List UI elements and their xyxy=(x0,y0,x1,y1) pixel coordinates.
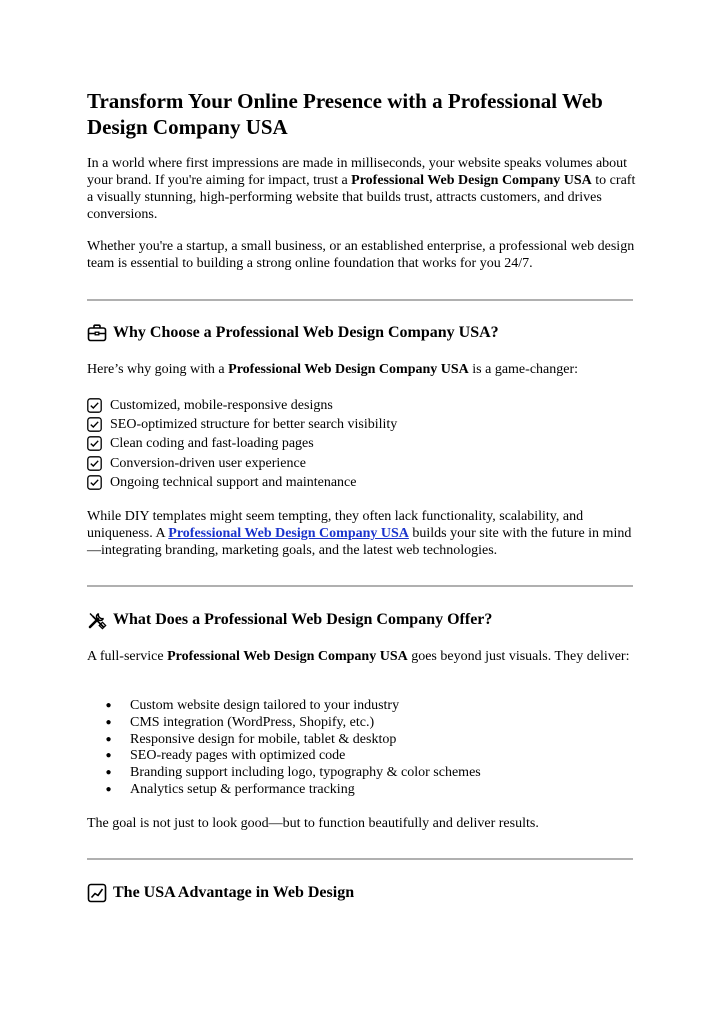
section-heading-text: The USA Advantage in Web Design xyxy=(113,884,355,901)
list-item xyxy=(87,781,481,798)
section2-lead xyxy=(87,648,637,665)
section-heading-text: Why Choose a Professional Web Design Company USA? xyxy=(113,324,499,341)
professional-web-design-link[interactable]: Professional Web Design Company USA xyxy=(168,526,409,541)
intro-bold-text: Professional Web Design Company USA xyxy=(351,173,592,188)
page-title: Transform Your Online Presence with a Professional Web Design Company USA xyxy=(87,89,603,139)
section1-closing xyxy=(87,508,637,559)
bullet-icon: ● xyxy=(105,733,112,745)
checklist-item xyxy=(87,473,397,492)
lead-text: Here’s why going with a xyxy=(87,362,229,377)
checklist-item xyxy=(87,396,397,415)
closing-text: While DIY templates might seem tempting, they often lack functionality, scalability, and uniqueness. A xyxy=(87,509,584,541)
checkbox-checked-icon xyxy=(87,417,102,432)
section-divider xyxy=(87,858,633,860)
list-item xyxy=(87,764,481,781)
list-item xyxy=(87,697,481,714)
list-item-text: Analytics setup & performance tracking xyxy=(130,781,355,797)
bullet-icon: ● xyxy=(105,750,112,762)
section-heading-usa-advantage xyxy=(87,883,354,903)
checklist-item xyxy=(87,454,397,473)
list-item-text: Responsive design for mobile, tablet & desktop xyxy=(130,731,397,747)
bullet-icon: ● xyxy=(105,699,112,711)
intro-paragraph-1 xyxy=(87,155,637,223)
section1-lead xyxy=(87,361,637,378)
checkbox-checked-icon xyxy=(87,398,102,413)
briefcase-icon xyxy=(87,323,107,343)
intro-paragraph-2: Whether you're a startup, a small business, or an established enterprise, a professional web design team is essential to building a strong online foundation that works for you 24/7. xyxy=(87,239,635,271)
checklist-item xyxy=(87,415,397,434)
list-item-text: SEO-ready pages with optimized code xyxy=(130,748,346,764)
list-item xyxy=(87,731,481,748)
checkbox-checked-icon xyxy=(87,475,102,490)
checklist-item-text: Ongoing technical support and maintenance xyxy=(110,474,357,490)
checkbox-checked-icon xyxy=(87,456,102,471)
checklist-item-text: Clean coding and fast-loading pages xyxy=(110,436,314,452)
benefit-checklist xyxy=(87,396,397,492)
section-divider xyxy=(87,585,633,587)
checklist-item-text: SEO-optimized structure for better search visibility xyxy=(110,417,398,433)
list-item-text: Custom website design tailored to your industry xyxy=(130,697,400,713)
closing-text-continued: builds your site with the future in mind—integrating branding, marketing goals, and the latest web technologies. xyxy=(87,526,632,558)
lead-bold-text: Professional Web Design Company USA xyxy=(228,362,469,377)
list-item-text: Branding support including logo, typography & color schemes xyxy=(130,765,481,781)
list-item xyxy=(87,714,481,731)
intro-text: In a world where first impressions are made in milliseconds, your website speaks volumes about your brand. If you're aiming for impact, trust a xyxy=(87,156,628,188)
checklist-item-text: Customized, mobile-responsive designs xyxy=(110,398,333,414)
chart-trend-icon xyxy=(87,883,107,903)
section-heading-why-choose xyxy=(87,323,499,343)
bullet-icon: ● xyxy=(105,783,112,795)
bullet-icon: ● xyxy=(105,767,112,779)
section-divider xyxy=(87,299,633,301)
bullet-icon: ● xyxy=(105,716,112,728)
checkbox-checked-icon xyxy=(87,436,102,451)
lead-bold-text: Professional Web Design Company USA xyxy=(167,649,408,664)
list-item-text: CMS integration (WordPress, Shopify, etc.) xyxy=(130,714,375,730)
section-heading-what-offer xyxy=(87,610,492,630)
lead-text-continued: is a game-changer: xyxy=(468,362,579,377)
intro-text-continued: to craft a visually stunning, high-performing website that builds trust, attracts customers, and drives conversions. xyxy=(87,173,636,222)
services-bullet-list xyxy=(87,697,481,798)
checklist-item xyxy=(87,434,397,453)
lead-text-continued: goes beyond just visuals. They deliver: xyxy=(407,649,630,664)
checklist-item-text: Conversion-driven user experience xyxy=(110,455,306,471)
list-item xyxy=(87,747,481,764)
section-heading-text: What Does a Professional Web Design Company Offer? xyxy=(113,611,493,628)
tools-icon xyxy=(87,610,107,630)
section2-closing: The goal is not just to look good—but to function beautifully and deliver results. xyxy=(87,816,539,831)
lead-text: A full-service xyxy=(87,649,168,664)
